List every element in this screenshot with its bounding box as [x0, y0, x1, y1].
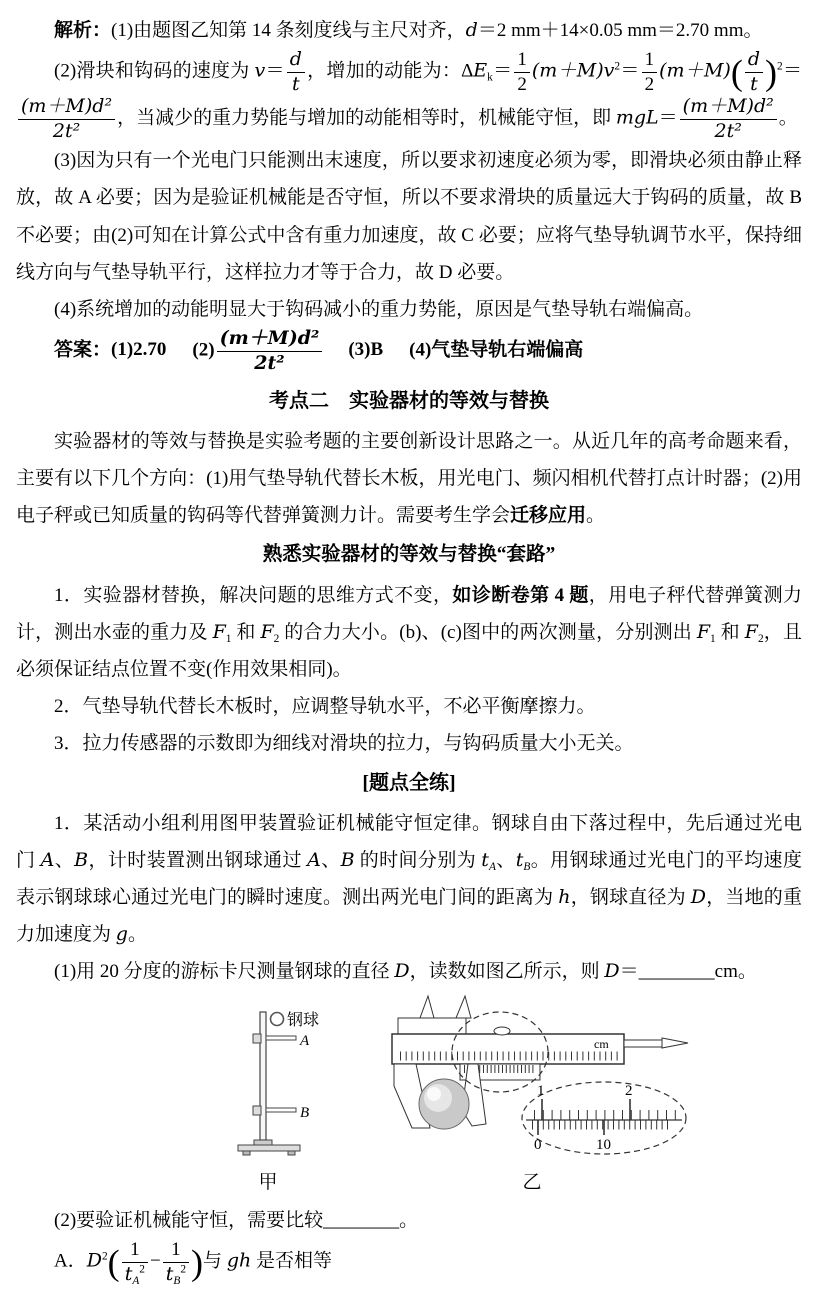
equals: ＝: [492, 60, 513, 82]
caliper-beam: [392, 1034, 624, 1064]
var-D: D: [394, 959, 410, 982]
equals: ＝: [658, 107, 678, 129]
fraction-d-over-t: $\frac{d}{t}$: [287, 49, 305, 96]
var-tA: t: [481, 848, 489, 871]
fraction-one-half: $\frac{1}{2}$: [642, 49, 658, 96]
stand-base: [238, 1140, 300, 1155]
text-run: 的时间分别为: [354, 849, 482, 871]
text-run: ，当地的重力加速度为: [16, 886, 802, 945]
var-F1: F: [212, 620, 226, 643]
text-run: 。用钢球通过光电门的平均速度表示钢球球心通过光电门的瞬时速度。测出两光电门间的距离为: [16, 849, 802, 908]
var-gh: gh: [226, 1249, 252, 1272]
section-heading: 考点二 实验器材的等效与替换: [269, 390, 549, 413]
option-label: A．: [54, 1250, 87, 1272]
text-run: ，读数如图乙所示，则: [409, 960, 605, 982]
emphasis-run: 如诊断卷第 4 题: [452, 584, 589, 606]
text-run: 。: [399, 1209, 419, 1231]
subscript-k: k: [487, 71, 493, 84]
solution-paragraph-3: [16, 142, 802, 290]
tip-item-2: [16, 688, 802, 725]
text-run: 1．某活动小组利用图甲装置验证机械能守恒定律。钢球自由下落过程中，先后通过光电门: [16, 812, 802, 871]
big-right-paren: ): [191, 1242, 204, 1283]
caliper-upper-jaws: [398, 996, 471, 1034]
big-left-paren: (: [107, 1242, 120, 1283]
text-run: ，计时装置测出钢球通过: [88, 849, 308, 871]
superscript-2: 2: [777, 60, 783, 73]
answer-item-1: (1)2.70: [111, 339, 167, 361]
text-run: 的合力大小。(b)、(c)图中的两次测量，分别测出: [279, 621, 697, 643]
text-run: (2)滑块和钩码的速度为: [54, 60, 255, 82]
solution-label: 解析：: [54, 20, 112, 41]
fraction-mMd2-over-2t2: $\frac{\text{(m＋M)d²}}{\text{2t²}}$: [680, 96, 777, 143]
var-B: B: [74, 848, 89, 871]
text-run: ，且必须保证结点位置不变(作用效果相同)。: [16, 621, 802, 680]
answer-item-3: (3)B: [348, 339, 384, 361]
var-g: g: [115, 922, 128, 945]
ball-label: 钢球: [287, 1011, 320, 1029]
steel-ball: [271, 1011, 320, 1029]
stand-drawing: [208, 1006, 328, 1156]
text-run: 1．实验器材替换，解决问题的思维方式不变，: [54, 584, 453, 606]
superscript-2: 2: [614, 60, 621, 73]
var-F2: F: [744, 620, 758, 643]
fraction-mMd2-over-2t2: $\frac{\text{(m＋M)d²}}{\text{2t²}}$: [217, 328, 323, 375]
text-run: ，当减少的重力势能与增加的动能相等时，机械能守恒，即: [117, 107, 616, 129]
gate-B-label: B: [300, 1104, 310, 1121]
var-d: d: [465, 19, 478, 41]
measured-ball: [419, 1079, 469, 1129]
text-run: 3．拉力传感器的示数即为细线对滑块的拉力，与钩码质量大小无关。: [54, 732, 634, 754]
answer-blank: ________: [638, 960, 715, 982]
vernier-scale-10: 10: [596, 1136, 611, 1153]
answer-line: [16, 328, 802, 375]
expr-mM: (m＋M): [659, 59, 731, 82]
question-2: [16, 1202, 802, 1239]
text-run: (1)由题图乙知第 14 条刻度线与主尺对齐，: [111, 20, 466, 41]
expr-mMv: (m＋M)v: [531, 59, 615, 82]
answer-blank: ________: [323, 1209, 400, 1231]
vernier-scale-0: 0: [534, 1136, 542, 1153]
text-run: ，用电子秤代替弹簧测力计，测出水壶的重力及: [16, 584, 802, 643]
answer-label: 答案：: [54, 339, 112, 361]
question-1: [16, 953, 802, 990]
caption-yi: 乙: [522, 1172, 542, 1194]
text-run: ，增加的动能为：Δ: [306, 60, 474, 82]
text-run: 和: [715, 621, 745, 643]
problem-1-statement: [16, 805, 802, 953]
gate-A-label: A: [300, 1032, 310, 1049]
text-run: 实验器材的等效与替换是实验考题的主要创新设计思路之一。从近几年的高考命题来看，主要有以下几个方向：(1)用气垫导轨代替长木板，用光电门、频闪相机代替打点计时器；(2)用电子秤或已知质量的钩码等代替弹簧测力计。需要考生学会: [16, 431, 802, 527]
var-h: h: [558, 885, 571, 908]
text-run: (1)用 20 分度的游标卡尺测量钢球的直径: [54, 960, 395, 982]
text-run: 。: [127, 923, 147, 945]
text-run: 。: [586, 505, 606, 527]
var-A: A: [307, 848, 321, 871]
var-tB: t: [515, 848, 524, 871]
stand-figure: [208, 1006, 328, 1196]
stand-pole: [260, 1012, 266, 1140]
var-v: v: [254, 59, 266, 82]
tip-item-1: [16, 577, 802, 688]
var-D: D: [604, 959, 620, 982]
section-intro: [16, 423, 802, 534]
equals: ＝: [620, 60, 640, 82]
caliper-figure: [372, 994, 692, 1196]
text-run: 、: [495, 849, 516, 871]
text-run: 。: [778, 107, 798, 129]
var-D: D: [690, 885, 707, 908]
equals: ＝: [619, 960, 639, 982]
subscript-A: A: [488, 860, 496, 873]
text-run: 、: [54, 849, 75, 871]
text-run: cm。: [714, 960, 757, 982]
var-E: E: [473, 59, 488, 82]
subscript-B: B: [523, 860, 531, 873]
subscript-2: 2: [757, 632, 764, 645]
var-D: D: [86, 1249, 102, 1272]
section-subheading: 熟悉实验器材的等效与替换“套路”: [262, 544, 556, 566]
text-run: 与: [203, 1250, 227, 1272]
answer-item-4: (4)气垫导轨右端偏高: [409, 339, 584, 361]
solution-paragraph-4: [16, 291, 802, 328]
minus-sign: −: [150, 1250, 161, 1272]
text-run: 是否相等: [251, 1250, 332, 1272]
text-run: 、: [320, 849, 341, 871]
main-scale-2: 2: [625, 1082, 633, 1099]
text-run: (4)系统增加的动能明显大于钩码减小的重力势能，原因是气垫导轨右端偏高。: [54, 298, 704, 320]
var-B: B: [340, 848, 355, 871]
text-run: (3)因为只有一个光电门只能测出末速度，所以要求初速度必须为零，即滑块必须由静止释放，故 A 必要；因为是验证机械能是否守恒，所以不要求滑块的质量远大于钩码的质量，故 B 不必要；由(2)可知在计算公式中含有重力加速度，故 C 必要；应将气垫导轨调节水平，保持细线方向与气垫导轨平行，这样拉力才等于合力，故 D 必要。: [16, 150, 802, 283]
fraction-1-over-tA2: $\frac{1}{t_A^2}$: [122, 1239, 148, 1286]
practice-heading: [题点全练]: [362, 771, 456, 794]
var-A: A: [40, 848, 55, 871]
apparatus-figure: [16, 994, 802, 1196]
text-run: 2．气垫导轨代替长木板时，应调整导轨水平，不必平衡摩擦力。: [54, 695, 596, 717]
var-F2: F: [260, 620, 274, 643]
big-right-paren: ): [765, 52, 778, 93]
big-left-paren: (: [730, 52, 743, 93]
fraction-mMd2-over-2t2: $\frac{\text{(m＋M)d²}}{\text{2t²}}$: [18, 96, 115, 143]
fraction-d-over-t: $\frac{d}{t}$: [745, 49, 763, 96]
subscript-1: 1: [710, 632, 716, 645]
emphasis-run: 迁移应用: [510, 505, 587, 527]
caliper-depth-rod: [624, 1038, 688, 1048]
tip-item-3: [16, 725, 802, 762]
equals: ＝: [782, 60, 802, 82]
caliper-drawing: [372, 994, 692, 1156]
text-run: 和: [231, 621, 261, 643]
cm-label: cm: [594, 1036, 609, 1051]
superscript-2: 2: [101, 1250, 108, 1263]
subscript-2: 2: [273, 632, 280, 645]
text-run: ，钢球直径为: [570, 886, 691, 908]
fraction-1-over-tB2: $\frac{1}{t_B^2}$: [163, 1239, 189, 1286]
solution-paragraph-2: [16, 49, 802, 142]
solution-paragraph-1: [16, 12, 802, 49]
fraction-one-half: $\frac{1}{2}$: [514, 49, 530, 96]
magnified-scale-view: [522, 1082, 686, 1154]
caption-jia: 甲: [258, 1172, 278, 1194]
var-mgL: mgL: [615, 106, 659, 129]
subscript-1: 1: [225, 632, 232, 645]
main-scale-1: 1: [537, 1082, 545, 1099]
answer-item-2: (2): [192, 339, 215, 361]
var-F1: F: [696, 620, 711, 643]
option-A: [16, 1239, 802, 1286]
text-run: (2)要验证机械能守恒，需要比较: [54, 1209, 324, 1231]
equals: ＝: [265, 60, 285, 82]
text-run: ＝2 mm＋14×0.05 mm＝2.70 mm。: [477, 20, 763, 41]
